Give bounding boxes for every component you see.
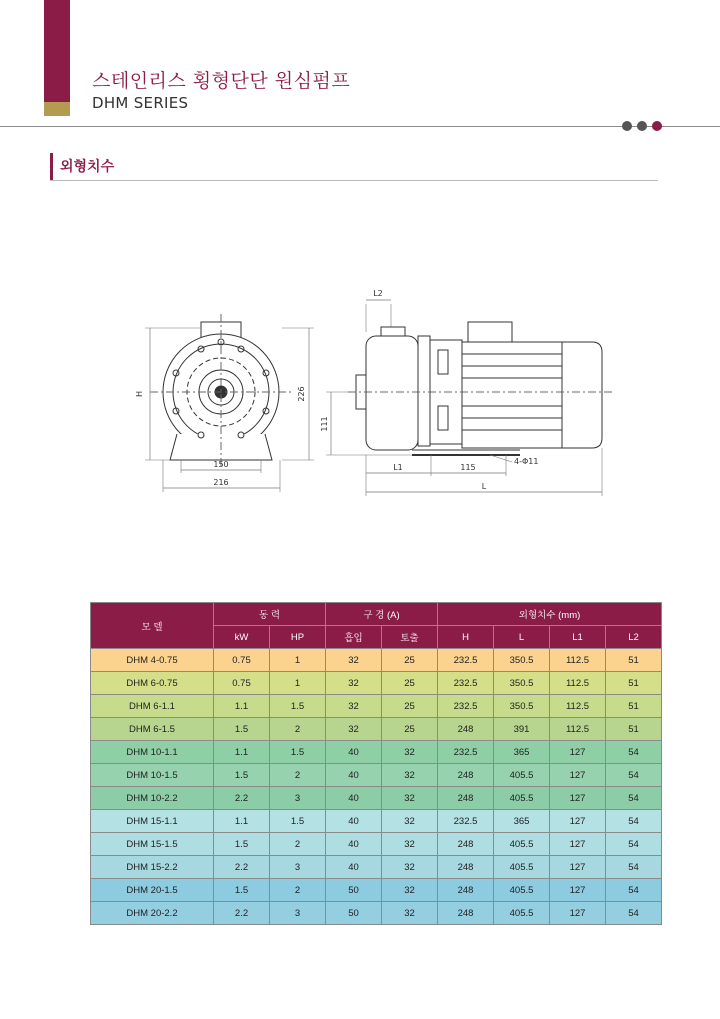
cell-suction: 50 bbox=[326, 902, 382, 925]
cell-discharge: 32 bbox=[382, 856, 438, 879]
dim-label-holes: 4-Φ11 bbox=[514, 457, 539, 466]
cell-suction: 40 bbox=[326, 810, 382, 833]
dimension-drawing bbox=[0, 270, 720, 510]
cell-hp: 1 bbox=[270, 672, 326, 695]
table-row bbox=[91, 787, 662, 810]
cell-hp: 3 bbox=[270, 787, 326, 810]
dim-label-h: H bbox=[135, 390, 144, 398]
cell-model: DHM 20-2.2 bbox=[91, 902, 214, 925]
cell-kw: 0.75 bbox=[214, 649, 270, 672]
cell-l: 405.5 bbox=[494, 879, 550, 902]
cell-h: 232.5 bbox=[438, 695, 494, 718]
cell-suction: 32 bbox=[326, 695, 382, 718]
cell-l2: 51 bbox=[606, 672, 662, 695]
cell-suction: 40 bbox=[326, 856, 382, 879]
cell-discharge: 32 bbox=[382, 764, 438, 787]
table-row bbox=[91, 810, 662, 833]
cell-h: 248 bbox=[438, 879, 494, 902]
cell-discharge: 32 bbox=[382, 741, 438, 764]
table-row bbox=[91, 649, 662, 672]
page-title: 스테인리스 횡형단단 원심펌프 bbox=[92, 70, 351, 92]
cell-model: DHM 15-1.1 bbox=[91, 810, 214, 833]
cell-l1: 127 bbox=[550, 833, 606, 856]
cell-l1: 127 bbox=[550, 879, 606, 902]
cell-l1: 127 bbox=[550, 787, 606, 810]
cell-l2: 51 bbox=[606, 695, 662, 718]
cell-h: 232.5 bbox=[438, 649, 494, 672]
cell-kw: 1.5 bbox=[214, 879, 270, 902]
cell-h: 248 bbox=[438, 856, 494, 879]
table-row bbox=[91, 879, 662, 902]
cell-model: DHM 6-1.5 bbox=[91, 718, 214, 741]
cell-h: 248 bbox=[438, 833, 494, 856]
dim-label-l2: L2 bbox=[373, 289, 383, 298]
header-dims: 외형치수 (mm) bbox=[438, 603, 662, 626]
cell-h: 248 bbox=[438, 902, 494, 925]
cell-kw: 1.5 bbox=[214, 833, 270, 856]
cell-hp: 3 bbox=[270, 856, 326, 879]
cell-hp: 1.5 bbox=[270, 810, 326, 833]
cell-l: 350.5 bbox=[494, 695, 550, 718]
cell-model: DHM 6-1.1 bbox=[91, 695, 214, 718]
cell-kw: 0.75 bbox=[214, 672, 270, 695]
cell-hp: 1.5 bbox=[270, 741, 326, 764]
cell-discharge: 25 bbox=[382, 649, 438, 672]
cell-l1: 112.5 bbox=[550, 672, 606, 695]
dim-label-l1: L1 bbox=[393, 463, 403, 472]
header-model: 모 델 bbox=[91, 603, 214, 649]
cell-suction: 40 bbox=[326, 787, 382, 810]
cell-discharge: 25 bbox=[382, 672, 438, 695]
cell-hp: 2 bbox=[270, 718, 326, 741]
cell-kw: 1.1 bbox=[214, 810, 270, 833]
cell-hp: 2 bbox=[270, 833, 326, 856]
cell-l2: 54 bbox=[606, 741, 662, 764]
cell-kw: 1.5 bbox=[214, 718, 270, 741]
dot-icon bbox=[652, 121, 662, 131]
dim-label-111: 111 bbox=[320, 416, 329, 432]
cell-h: 248 bbox=[438, 718, 494, 741]
cell-l2: 54 bbox=[606, 764, 662, 787]
cell-kw: 1.1 bbox=[214, 741, 270, 764]
cell-h: 248 bbox=[438, 764, 494, 787]
accent-bar bbox=[44, 0, 70, 102]
cell-l: 405.5 bbox=[494, 787, 550, 810]
cell-l: 391 bbox=[494, 718, 550, 741]
cell-l: 365 bbox=[494, 810, 550, 833]
table-row bbox=[91, 672, 662, 695]
cell-suction: 40 bbox=[326, 764, 382, 787]
table-row bbox=[91, 718, 662, 741]
cell-model: DHM 15-1.5 bbox=[91, 833, 214, 856]
cell-l: 405.5 bbox=[494, 764, 550, 787]
cell-l: 350.5 bbox=[494, 649, 550, 672]
front-view bbox=[145, 314, 314, 492]
dim-label-150: 150 bbox=[213, 460, 229, 469]
cell-suction: 40 bbox=[326, 833, 382, 856]
cell-h: 232.5 bbox=[438, 672, 494, 695]
cell-discharge: 25 bbox=[382, 695, 438, 718]
cell-discharge: 32 bbox=[382, 810, 438, 833]
cell-l: 405.5 bbox=[494, 902, 550, 925]
cell-l1: 112.5 bbox=[550, 718, 606, 741]
spec-table bbox=[90, 602, 662, 925]
dim-label-l: L bbox=[481, 482, 487, 491]
cell-suction: 50 bbox=[326, 879, 382, 902]
cell-h: 248 bbox=[438, 787, 494, 810]
cell-kw: 1.5 bbox=[214, 764, 270, 787]
cell-kw: 2.2 bbox=[214, 902, 270, 925]
cell-model: DHM 10-1.1 bbox=[91, 741, 214, 764]
cell-discharge: 32 bbox=[382, 787, 438, 810]
cell-hp: 1.5 bbox=[270, 695, 326, 718]
cell-l: 350.5 bbox=[494, 672, 550, 695]
cell-hp: 1 bbox=[270, 649, 326, 672]
cell-model: DHM 10-1.5 bbox=[91, 764, 214, 787]
cell-l2: 51 bbox=[606, 718, 662, 741]
dim-label-115: 115 bbox=[460, 463, 476, 472]
accent-gold-block bbox=[44, 102, 70, 116]
cell-model: DHM 6-0.75 bbox=[91, 672, 214, 695]
cell-l1: 112.5 bbox=[550, 649, 606, 672]
cell-model: DHM 4-0.75 bbox=[91, 649, 214, 672]
cell-l2: 54 bbox=[606, 810, 662, 833]
top-divider bbox=[0, 126, 720, 127]
dim-label-226: 226 bbox=[297, 386, 306, 402]
cell-model: DHM 15-2.2 bbox=[91, 856, 214, 879]
cell-suction: 32 bbox=[326, 718, 382, 741]
spec-table-body bbox=[91, 649, 662, 925]
header-l2: L2 bbox=[606, 626, 662, 649]
dim-label-216: 216 bbox=[213, 478, 229, 487]
table-row bbox=[91, 695, 662, 718]
dot-icon bbox=[622, 121, 632, 131]
cell-hp: 3 bbox=[270, 902, 326, 925]
table-row bbox=[91, 833, 662, 856]
table-row bbox=[91, 856, 662, 879]
cell-suction: 40 bbox=[326, 741, 382, 764]
header-l1: L1 bbox=[550, 626, 606, 649]
section-divider bbox=[50, 180, 658, 181]
cell-discharge: 32 bbox=[382, 902, 438, 925]
cell-l1: 127 bbox=[550, 810, 606, 833]
cell-l1: 127 bbox=[550, 741, 606, 764]
header-suction: 흡입 bbox=[326, 626, 382, 649]
cell-l2: 54 bbox=[606, 902, 662, 925]
cell-model: DHM 20-1.5 bbox=[91, 879, 214, 902]
cell-l: 405.5 bbox=[494, 833, 550, 856]
cell-kw: 1.1 bbox=[214, 695, 270, 718]
cell-h: 232.5 bbox=[438, 810, 494, 833]
table-row bbox=[91, 902, 662, 925]
page-subtitle: DHM SERIES bbox=[92, 94, 189, 112]
cell-discharge: 25 bbox=[382, 718, 438, 741]
cell-suction: 32 bbox=[326, 672, 382, 695]
header-h: H bbox=[438, 626, 494, 649]
cell-l1: 127 bbox=[550, 764, 606, 787]
cell-l2: 54 bbox=[606, 856, 662, 879]
header-l: L bbox=[494, 626, 550, 649]
cell-l2: 54 bbox=[606, 787, 662, 810]
header-bore: 구 경 (A) bbox=[326, 603, 438, 626]
table-row bbox=[91, 764, 662, 787]
cell-l1: 112.5 bbox=[550, 695, 606, 718]
table-row bbox=[91, 741, 662, 764]
section-marker bbox=[50, 153, 53, 180]
cell-l1: 127 bbox=[550, 856, 606, 879]
dot-icon bbox=[637, 121, 647, 131]
cell-model: DHM 10-2.2 bbox=[91, 787, 214, 810]
header-power: 동 력 bbox=[214, 603, 326, 626]
header-hp: HP bbox=[270, 626, 326, 649]
cell-l2: 51 bbox=[606, 649, 662, 672]
header-kw: kW bbox=[214, 626, 270, 649]
cell-kw: 2.2 bbox=[214, 787, 270, 810]
cell-l1: 127 bbox=[550, 902, 606, 925]
cell-discharge: 32 bbox=[382, 833, 438, 856]
cell-suction: 32 bbox=[326, 649, 382, 672]
cell-hp: 2 bbox=[270, 764, 326, 787]
cell-discharge: 32 bbox=[382, 879, 438, 902]
cell-l: 405.5 bbox=[494, 856, 550, 879]
cell-l2: 54 bbox=[606, 879, 662, 902]
header-discharge: 토출 bbox=[382, 626, 438, 649]
cell-kw: 2.2 bbox=[214, 856, 270, 879]
decorative-dots bbox=[622, 121, 662, 131]
section-title: 외형치수 bbox=[60, 159, 115, 175]
cell-l2: 54 bbox=[606, 833, 662, 856]
cell-l: 365 bbox=[494, 741, 550, 764]
cell-h: 232.5 bbox=[438, 741, 494, 764]
cell-hp: 2 bbox=[270, 879, 326, 902]
